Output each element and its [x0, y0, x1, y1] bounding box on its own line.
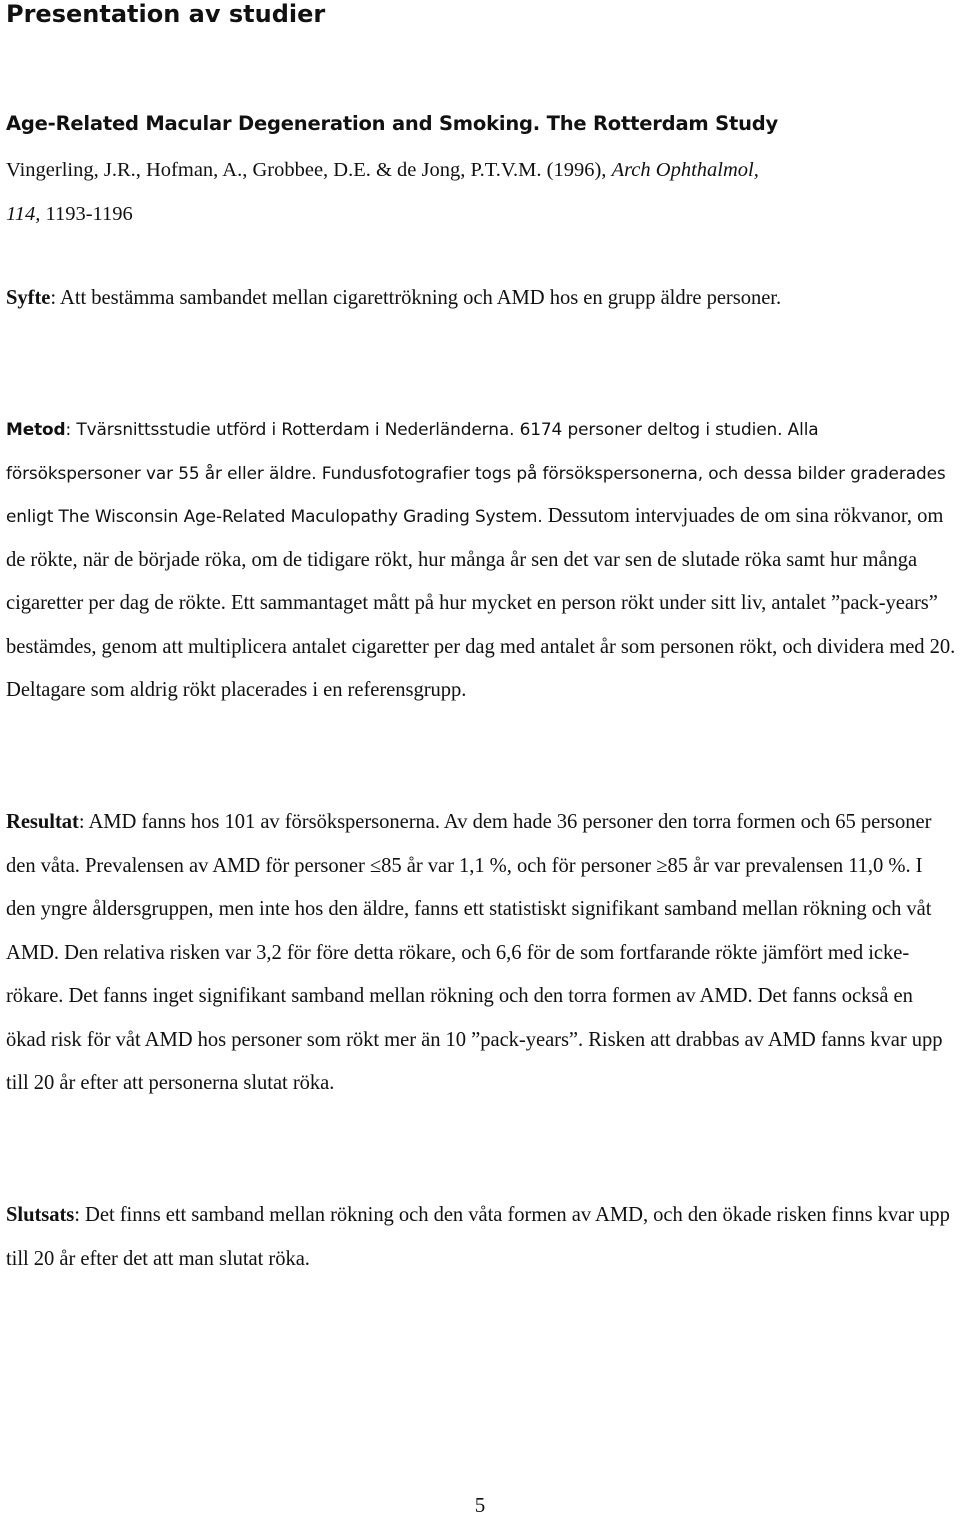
metod-paragraph — [6, 408, 956, 713]
study-title: Age-Related Macular Degeneration and Smoking. The Rotterdam Study — [6, 112, 779, 135]
syfte-paragraph — [6, 277, 956, 321]
study-authors: Vingerling, J.R., Hofman, A., Grobbee, D.E. & de Jong, P.T.V.M. (1996), — [6, 159, 612, 181]
resultat-text: : AMD fanns hos 101 av försökspersonerna. Av dem hade 36 personer den torra formen och 65 personer den våta. Prevalensen av AMD för personer ≤85 år var 1,1 %, och för personer ≥85 år var prevalensen 11,0 %. I den yngre åldersgruppen, men inte hos den äldre, fanns ett statistiskt signifikant samband mellan rökning och våt AMD. Den relativa risken var 3,2 för före detta rökare, och 6,6 för de som fortfarande rökte jämfört med icke-rökare. Det fanns inget signifikant samband mellan rökning och den torra formen av AMD. Det fanns också en ökad risk för våt AMD hos personer som rökt mer än 10 ”pack-years”. Risken att drabbas av AMD fanns kvar upp till 20 år efter att personerna slutat röka. — [6, 811, 943, 1094]
slutsats-paragraph — [6, 1194, 956, 1281]
resultat-label: Resultat — [6, 811, 79, 833]
syfte-label: Syfte — [6, 287, 51, 309]
study-volume: 114, — [6, 203, 41, 225]
study-pages: 1193-1196 — [40, 203, 133, 225]
study-reference — [6, 148, 956, 236]
slutsats-text: : Det finns ett samband mellan rökning och den våta formen av AMD, och den ökade risken finns kvar upp till 20 år efter det att man slutat röka. — [6, 1204, 950, 1270]
resultat-paragraph — [6, 801, 956, 1106]
metod-label: Metod — [6, 419, 66, 439]
page-number: 5 — [474, 1493, 486, 1517]
study-journal: Arch Ophthalmol, — [611, 159, 759, 181]
slutsats-label: Slutsats — [6, 1204, 75, 1226]
syfte-text: : Att bestämma sambandet mellan cigarettrökning och AMD hos en grupp äldre personer. — [50, 287, 782, 309]
metod-text-sans: : Tvärsnittsstudie utförd i Rotterdam i Nederländerna. 6174 personer deltog i studien. Alla försökspersoner var 55 år eller äldre. Fundusfotografier togs på försökspersonerna, och dessa bilder graderades enligt The Wisconsin Age-Related Maculopathy Grading System. — [6, 419, 946, 526]
section-heading: Presentation av studier — [6, 0, 326, 28]
metod-text-serif: Dessutom intervjuades de om sina rökvanor, om de rökte, när de började röka, om de tidigare rökt, hur många år sen det var sen de slutade röka samt hur många cigaretter per dag de rökte. Ett sammantaget mått på hur mycket en person rökt under sitt liv, antalet ”pack-years” bestämdes, genom att multiplicera antalet cigaretter per dag med antalet år som personen rökt, och dividera med 20. Deltagare som aldrig rökt placerades i en referensgrupp. — [6, 505, 956, 701]
